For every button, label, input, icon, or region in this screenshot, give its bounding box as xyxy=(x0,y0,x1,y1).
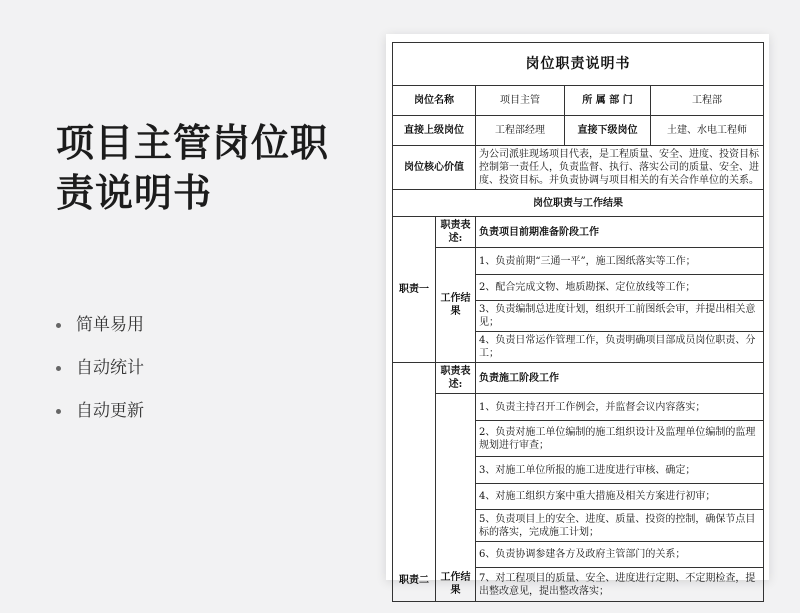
bullet-icon xyxy=(56,366,61,371)
feature-list xyxy=(56,312,144,441)
position-name-label: 岗位名称 xyxy=(393,86,476,116)
duty-name: 职责二 xyxy=(393,363,436,602)
department-value: 工程部 xyxy=(651,86,764,116)
duty-desc-label: 职责表述: xyxy=(436,217,476,248)
subordinate-label: 直接下级岗位 xyxy=(565,116,651,146)
result-item: 2、负责对施工单位编制的施工组织设计及监理单位编制的监理规划进行审查； xyxy=(476,421,764,457)
duty-desc: 负责施工阶段工作 xyxy=(476,363,764,394)
core-value-text: 为公司派驻现场项目代表，是工程质量、安全、进度、投资目标控制第一责任人，负责监督、执行、落实公司的质量、安全、进度、投资目标。并负责协调与项目相关的有关合作单位的关系。 xyxy=(476,146,764,190)
document-preview xyxy=(386,34,769,597)
feature-item xyxy=(56,398,144,441)
job-description-table xyxy=(392,42,764,602)
result-item: 4、负责日常运作管理工作，负责明确项目部成员岗位职责、分工； xyxy=(476,332,764,363)
feature-item xyxy=(56,312,144,355)
duty-desc: 负责项目前期准备阶段工作 xyxy=(476,217,764,248)
bullet-icon xyxy=(56,323,61,328)
superior-label: 直接上级岗位 xyxy=(393,116,476,146)
core-value-label: 岗位核心价值 xyxy=(393,146,476,190)
result-label: 工作结果 xyxy=(436,394,476,602)
result-item: 4、对施工组织方案中重大措施及相关方案进行初审； xyxy=(476,484,764,510)
section-title: 岗位职责与工作结果 xyxy=(393,190,764,217)
feature-label: 自动统计 xyxy=(76,358,144,378)
duty-desc-label: 职责表述: xyxy=(436,363,476,394)
duty-name: 职责一 xyxy=(393,217,436,363)
bullet-icon xyxy=(56,409,61,414)
department-label: 所 属 部 门 xyxy=(565,86,651,116)
document-title: 岗位职责说明书 xyxy=(393,43,764,86)
result-item: 1、负责主持召开工作例会，并监督会议内容落实； xyxy=(476,394,764,421)
feature-item xyxy=(56,355,144,398)
subordinate-value: 土建、水电工程师 xyxy=(651,116,764,146)
feature-label: 自动更新 xyxy=(76,401,144,421)
position-name-value: 项目主管 xyxy=(476,86,565,116)
result-item: 1、负责前期“三通一平”，施工图纸落实等工作； xyxy=(476,248,764,275)
result-item: 3、对施工单位所报的施工进度进行审核、确定； xyxy=(476,457,764,484)
result-item: 7、对工程项目的质量、安全、进度进行定期、不定期检查，提出整改意见，提出整改落实； xyxy=(476,568,764,602)
result-label: 工作结果 xyxy=(436,248,476,363)
feature-label: 简单易用 xyxy=(76,315,144,335)
result-item: 3、负责编制总进度计划，组织开工前图纸会审，并提出相关意见； xyxy=(476,301,764,332)
result-item: 2、配合完成文物、地质勘探、定位放线等工作； xyxy=(476,275,764,301)
page-title: 项目主管岗位职责说明书 xyxy=(56,121,330,215)
result-item: 5、负责项目上的安全、进度、质量、投资的控制，确保节点目标的落实，完成施工计划； xyxy=(476,510,764,542)
superior-value: 工程部经理 xyxy=(476,116,565,146)
result-item: 6、负责协调参建各方及政府主管部门的关系； xyxy=(476,542,764,568)
